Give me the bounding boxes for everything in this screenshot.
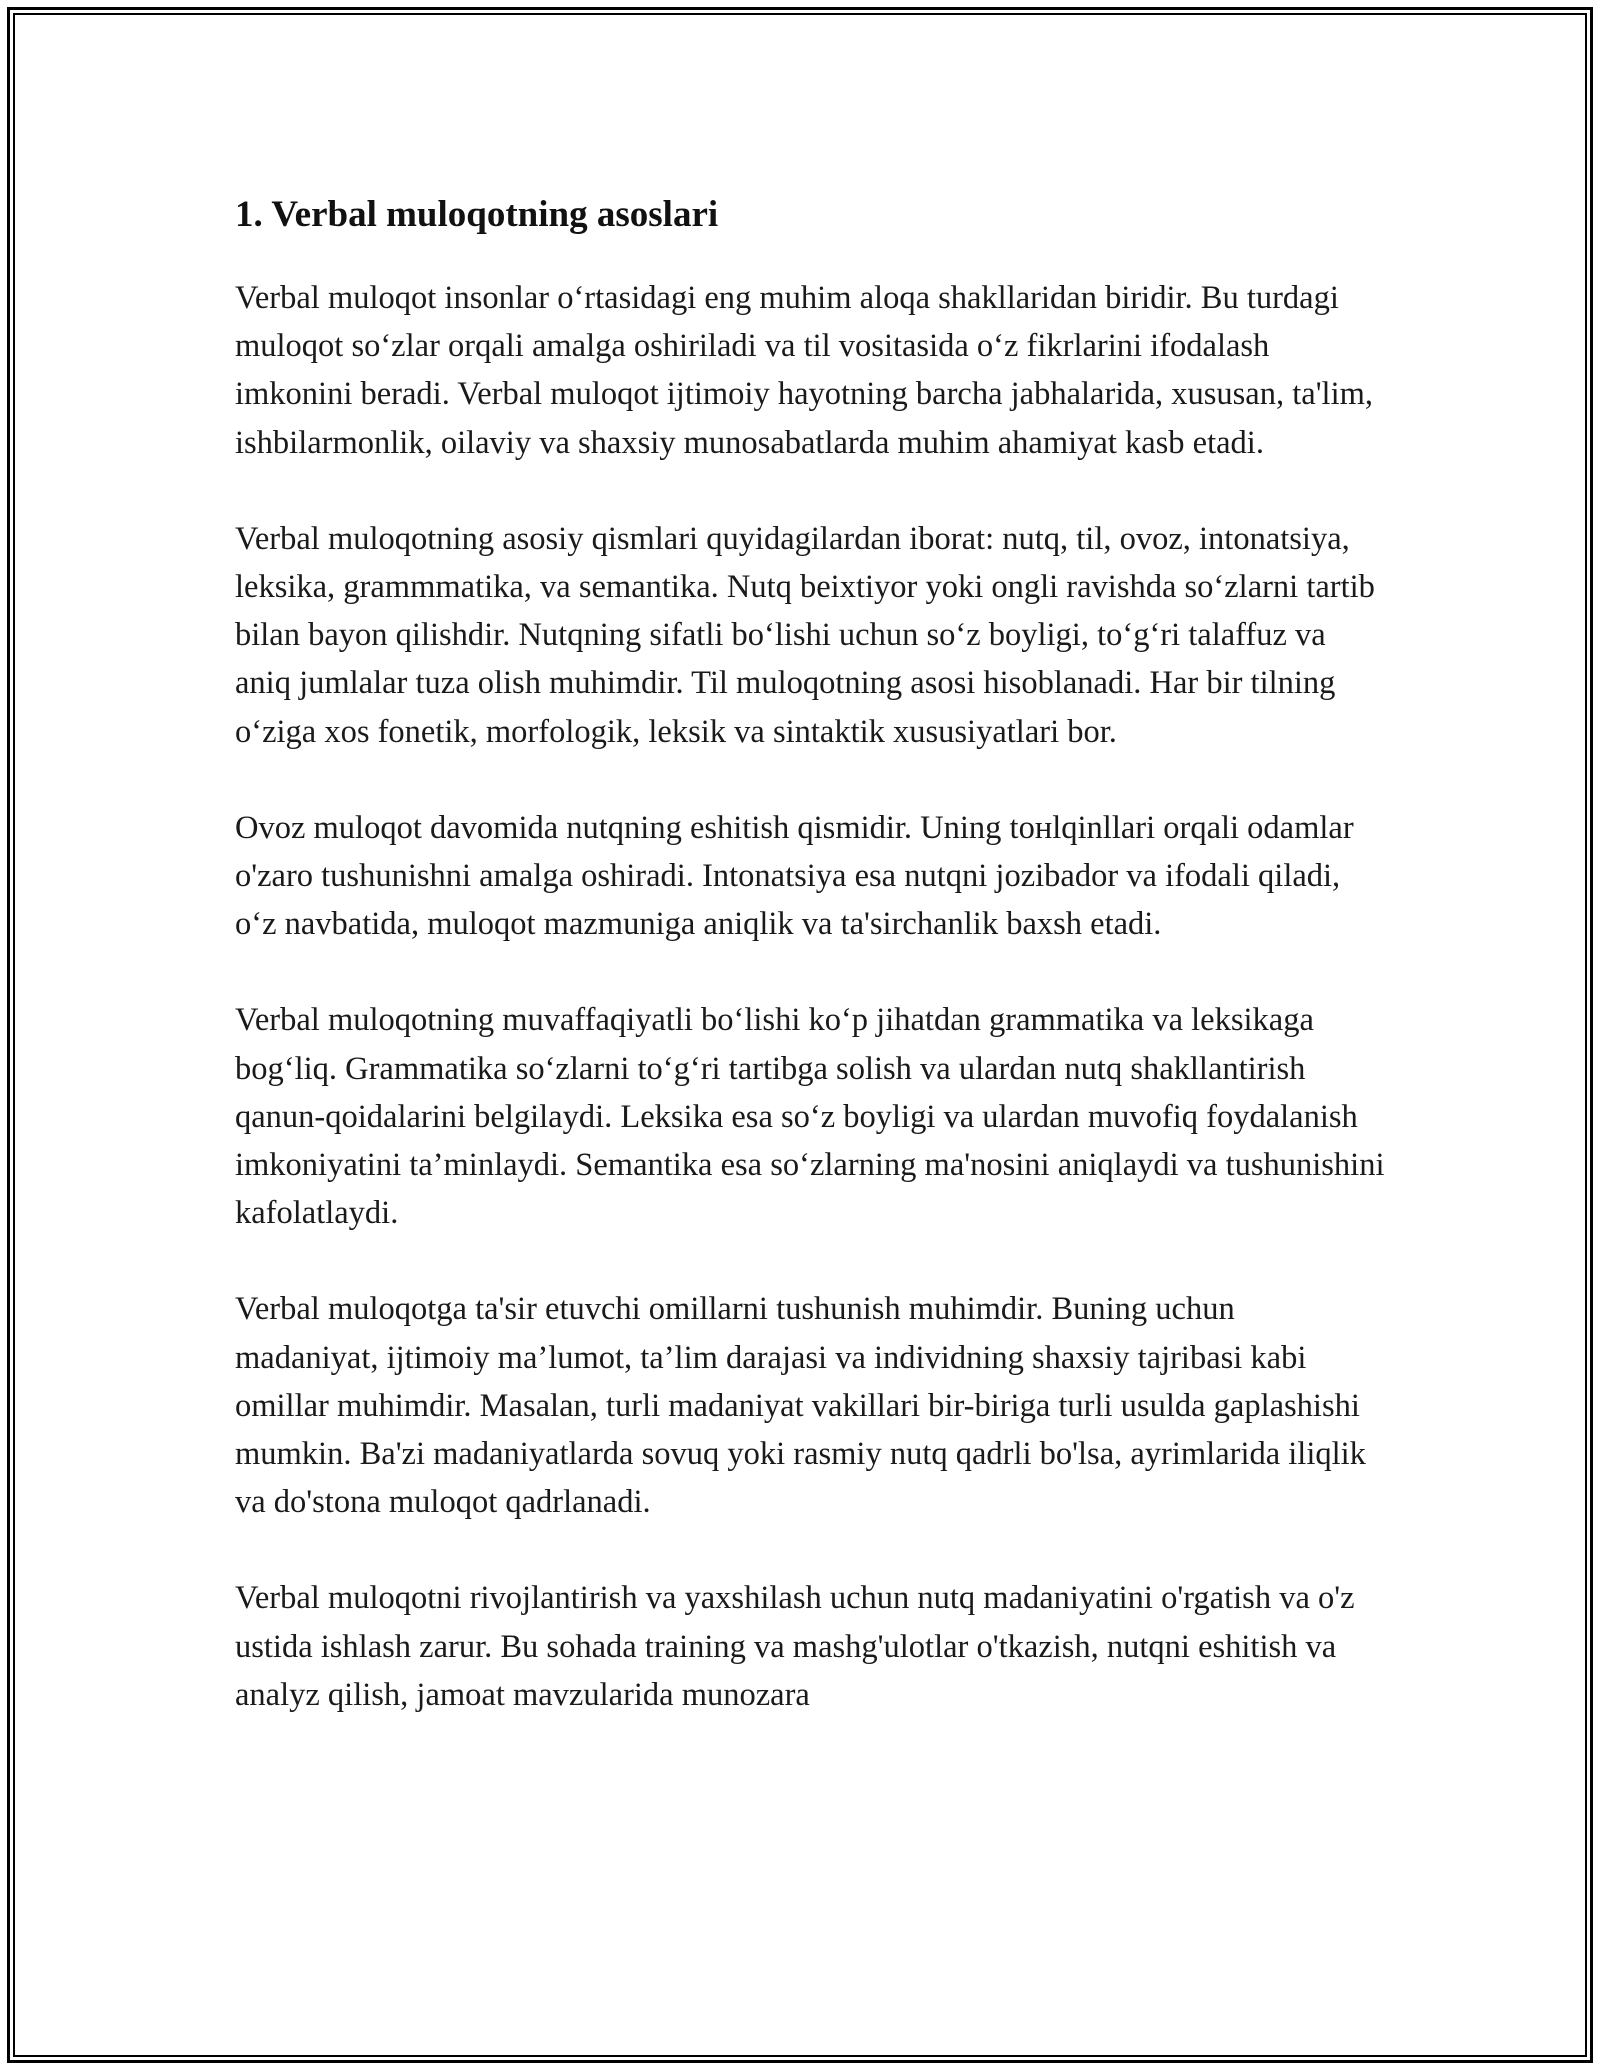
paragraph-6: Verbal muloqotni rivojlantirish va yaxshilash uchun nutq madaniyatini o'rgatish va o'z ustida ishlash zarur. Bu sohada training va mashg'ulotlar o'tkazish, nutqni eshitish va analyz qilish, jamoat mavzularida munozara — [235, 1580, 1355, 1713]
paragraph-1: Verbal muloqot insonlar o‘rtasidagi eng muhim aloqa shakllaridan biridir. Bu turdagi muloqot so‘zlar orqali amalga oshiriladi va til vositasida o‘z fikrlarini ifodalash imkonini beradi. Verbal muloqot ijtimoiy hayotning barcha jabhalarida, xususan, ta'lim, ishbilarmonlik, oilaviy va shaxsiy munosabatlarda muhim ahamiyat kasb etadi. — [235, 280, 1374, 461]
paragraph-4: Verbal muloqotning muvaffaqiyatli bo‘lishi ko‘p jihatdan grammatika va leksikaga bog‘liq. Grammatika so‘zlarni to‘g‘ri tartibga solish va ulardan nutq shakllantirish qanun-qoidalarini belgilaydi. Leksika esa so‘z boyligi va ulardan muvofiq foydalanish imkoniyatini ta’minlaydi. Semantika esa so‘zlarning ma'nosini aniqlaydi va tushunishini kafolatlaydi. — [235, 1002, 1385, 1232]
section-heading: 1. Verbal muloqotning asoslari — [235, 194, 719, 235]
paragraph-3: Ovoz muloqot davomida nutqning eshitish qismidir. Uning toнlqinllari orqali odamlar o'zaro tushunishni amalga oshiradi. Intonatsiya esa nutqni jozibador va ifodali qiladi, o‘z navbatida, muloqot mazmuniga aniqlik va ta'sirchanlik baxsh etadi. — [235, 809, 1354, 943]
paragraph-2: Verbal muloqotning asosiy qismlari quyidagilardan iborat: nutq, til, ovoz, intonatsiya, leksika, grammmatika, va semantika. Nutq beixtiyor yoki ongli ravishda so‘zlarni tartib bilan bayon qilishdir. Nutqning sifatli bo‘lishi uchun so‘z boyligi, to‘g‘ri talaffuz va aniq jumlalar tuza olish muhimdir. Til muloqotning asosi hisoblanadi. Har bir tilning o‘ziga xos fonetik, morfologik, leksik va sintaktik xususiyatlari bor. — [235, 520, 1375, 750]
paragraph-5: Verbal muloqotga ta'sir etuvchi omillarni tushunish muhimdir. Buning uchun madaniyat, ijtimoiy ma’lumot, ta’lim darajasi va individning shaxsiy tajribasi kabi omillar muhimdir. Masalan, turli madaniyat vakillari bir-biriga turli usulda gaplashishi mumkin. Ba'zi madaniyatlarda sovuq yoki rasmiy nutq qadrli bo'lsa, ayrimlarida iliqlik va do'stona muloqot qadrlanadi. — [235, 1291, 1366, 1521]
document-body — [235, 186, 1385, 1767]
